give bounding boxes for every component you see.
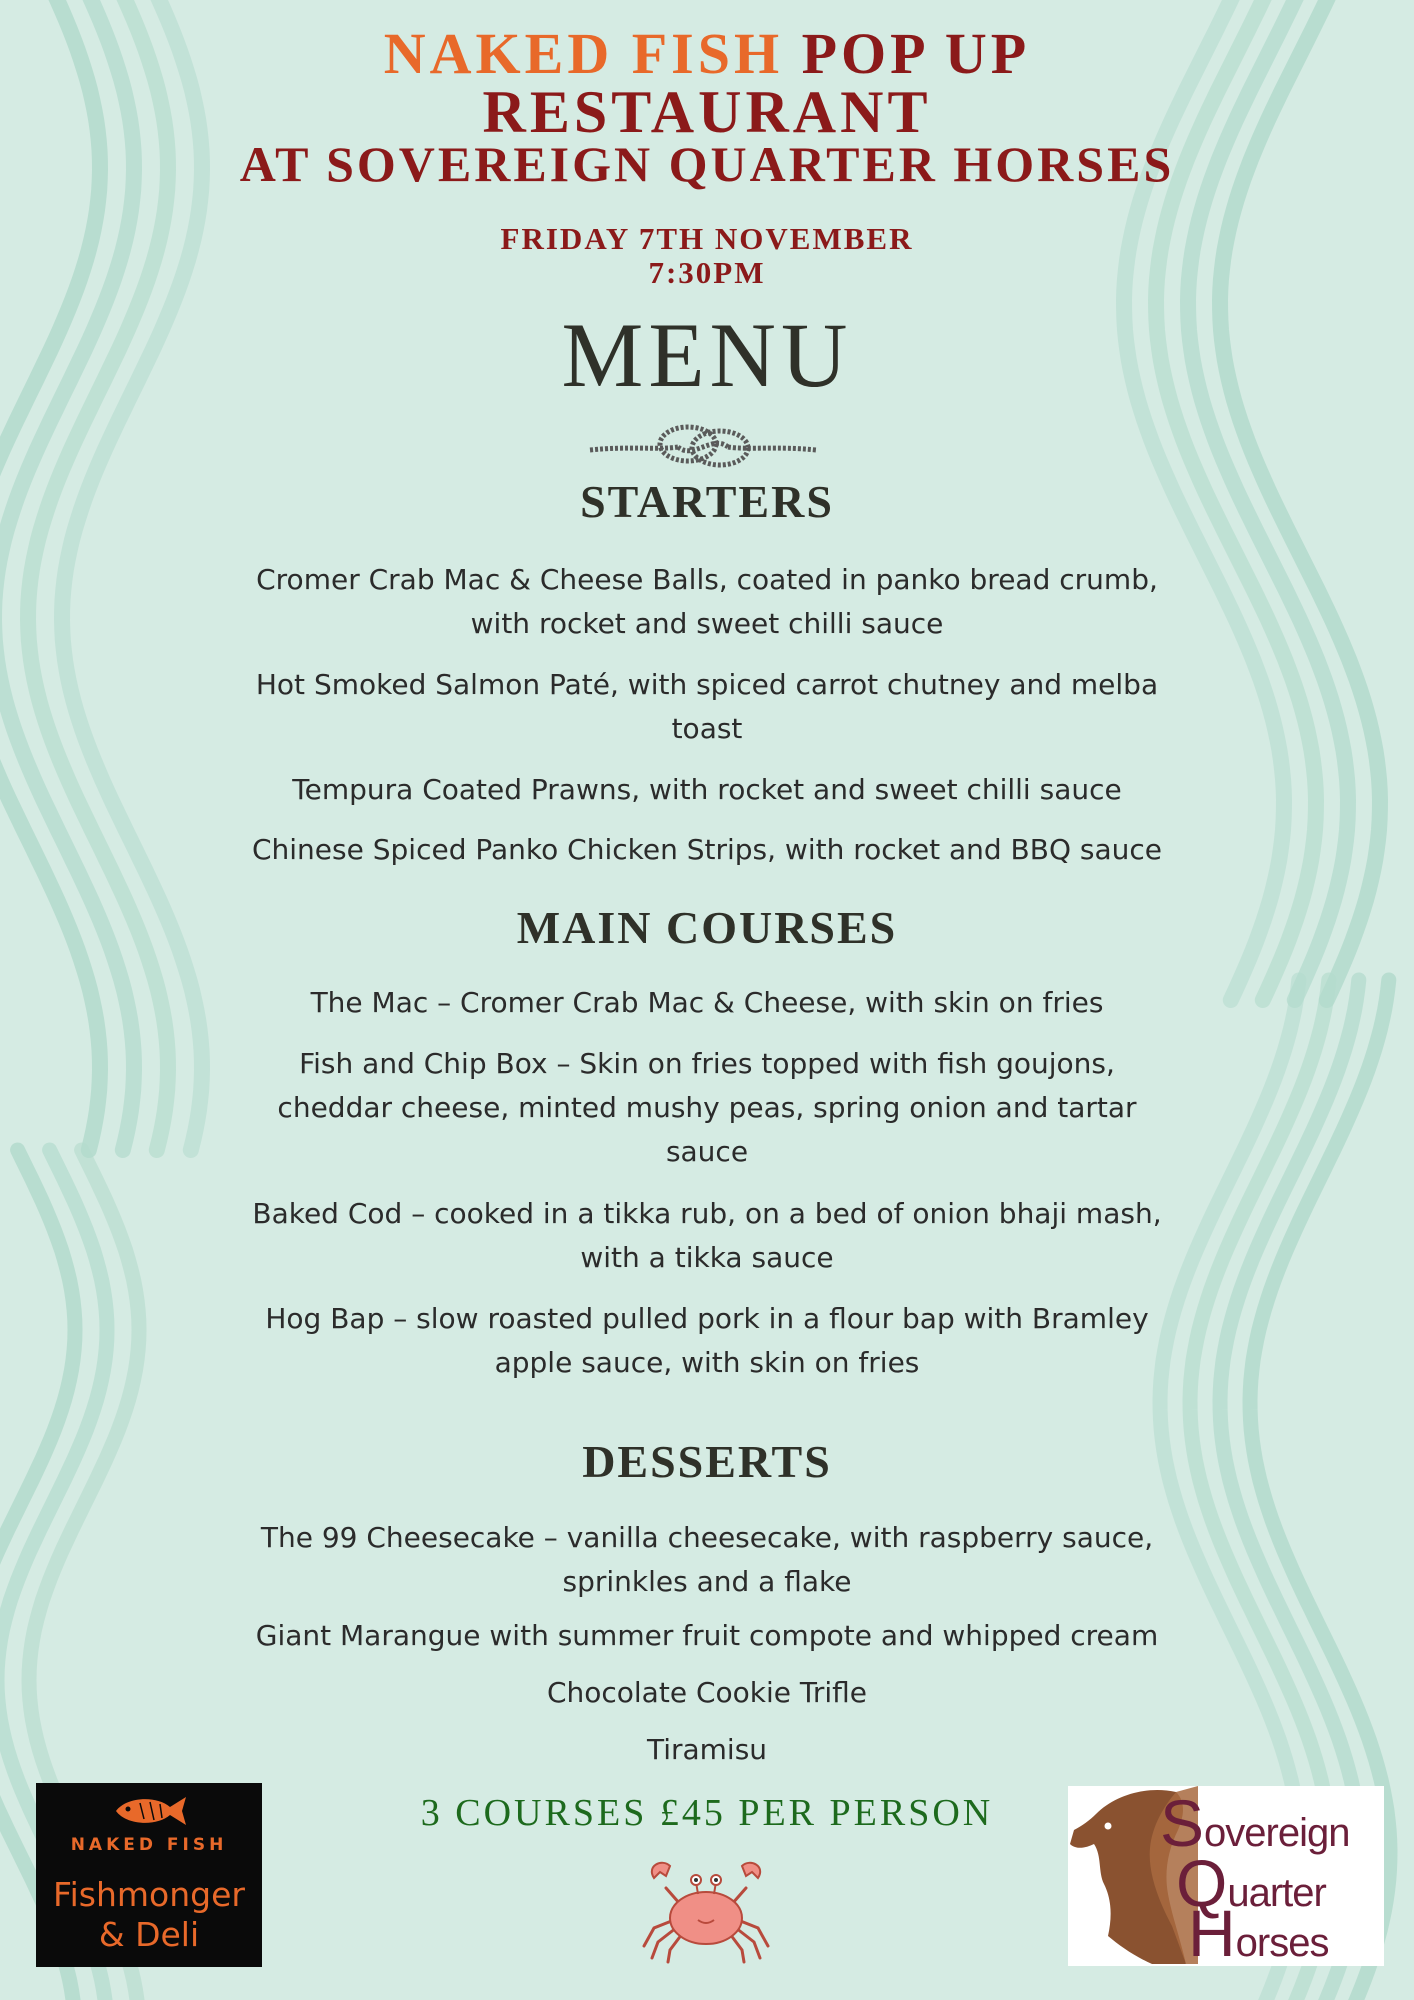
main-item (180, 981, 1234, 1025)
main-item-line: apple sauce, with skin on fries (494, 1346, 920, 1379)
dessert-item (180, 1614, 1234, 1658)
dessert-item-line: Giant Marangue with summer fruit compote and whipped cream (255, 1619, 1159, 1652)
fish-logo-icon (110, 1793, 190, 1829)
logo-overeign-text: overeign (1204, 1811, 1350, 1855)
sovereign-quarter-horses-logo (1068, 1786, 1384, 1970)
event-date: FRIDAY 7TH NOVEMBER (500, 221, 914, 256)
event-title (0, 22, 1414, 86)
brand-name: NAKED FISH (383, 21, 784, 86)
price-text: 3 COURSES £45 PER PERSON (420, 1792, 994, 1834)
dessert-item (180, 1516, 1234, 1604)
menu-heading: MENU (561, 304, 853, 406)
title-venue: AT SOVEREIGN QUARTER HORSES (239, 136, 1175, 192)
starter-item-line: with rocket and sweet chilli sauce (470, 607, 944, 640)
starter-item (180, 828, 1234, 872)
logo-fishmonger-text: Fishmonger (53, 1875, 245, 1914)
starter-item-line: Chinese Spiced Panko Chicken Strips, with rocket and BBQ sauce (251, 833, 1163, 866)
starter-item (180, 663, 1234, 751)
main-item-line: Fish and Chip Box – Skin on fries topped with fish goujons, (299, 1047, 1115, 1080)
main-item (180, 1042, 1234, 1174)
starter-item-line: Cromer Crab Mac & Cheese Balls, coated in panko bread crumb, (256, 563, 1158, 596)
dessert-item-line: Tiramisu (646, 1733, 768, 1766)
logo-brand-text: NAKED FISH (70, 1835, 228, 1855)
starter-item (180, 768, 1234, 812)
main-item-line: Hog Bap – slow roasted pulled pork in a flour bap with Bramley (265, 1302, 1149, 1335)
crab-icon (636, 1858, 776, 1964)
starter-item-line: Tempura Coated Prawns, with rocket and sweet chilli sauce (292, 773, 1122, 806)
dessert-item (180, 1671, 1234, 1715)
title-popup: POP UP (801, 21, 1031, 86)
main-item (180, 1297, 1234, 1385)
dessert-item (180, 1728, 1234, 1772)
main-item-line: The Mac – Cromer Crab Mac & Cheese, with skin on fries (310, 986, 1104, 1019)
main-item-line: with a tikka sauce (580, 1241, 834, 1274)
starters-heading: STARTERS (580, 476, 834, 527)
rope-knot-icon (588, 420, 818, 472)
event-time: 7:30PM (648, 255, 766, 290)
main-courses-heading: MAIN COURSES (516, 902, 898, 953)
title-restaurant: RESTAURANT (482, 79, 932, 145)
naked-fish-logo (36, 1783, 262, 1967)
main-item-line: Baked Cod – cooked in a tikka rub, on a bed of onion bhaji mash, (252, 1197, 1162, 1230)
logo-orses-text: orses (1235, 1921, 1329, 1965)
desserts-heading: DESSERTS (582, 1436, 832, 1487)
dessert-item-line: The 99 Cheesecake – vanilla cheesecake, with raspberry sauce, (260, 1521, 1154, 1554)
dessert-item-line: sprinkles and a flake (562, 1565, 852, 1598)
starter-item (180, 558, 1234, 646)
logo-initial-s: S (1160, 1786, 1205, 1860)
logo-deli-text: & Deli (98, 1915, 200, 1954)
dessert-item-line: Chocolate Cookie Trifle (546, 1676, 868, 1709)
main-item-line: cheddar cheese, minted mushy peas, spring onion and tartar (277, 1091, 1137, 1124)
logo-initial-h: H (1188, 1896, 1236, 1970)
logo-initial-q: Q (1176, 1846, 1228, 1920)
main-item (180, 1192, 1234, 1280)
starter-item-line: Hot Smoked Salmon Paté, with spiced carrot chutney and melba (255, 668, 1159, 701)
main-item-line: sauce (665, 1135, 749, 1168)
logo-uarter-text: uarter (1227, 1871, 1326, 1915)
starter-item-line: toast (671, 712, 743, 745)
